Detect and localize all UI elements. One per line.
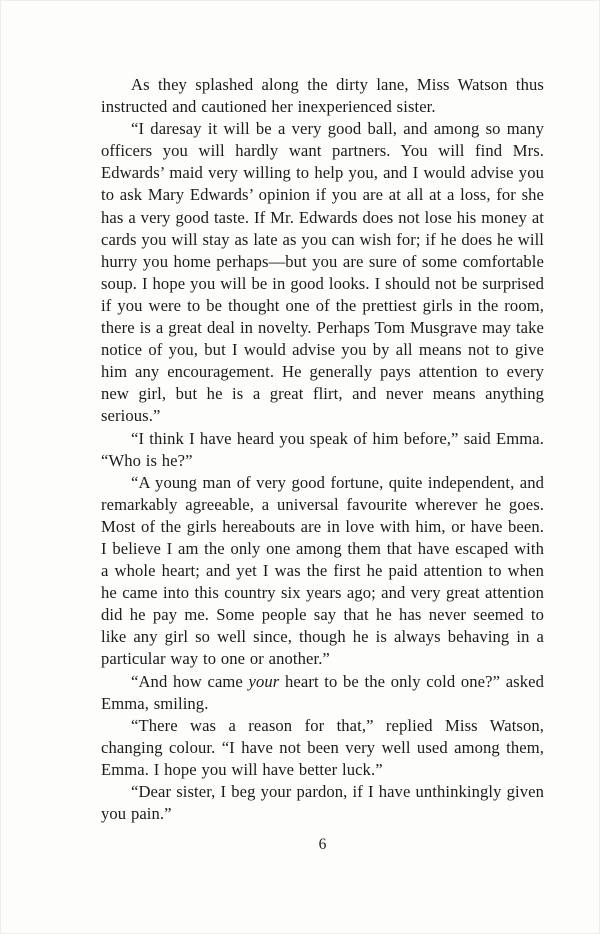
paragraph-3: “I think I have heard you speak of him before,” said Emma. “Who is he?”	[101, 428, 544, 470]
page-number: 6	[318, 836, 327, 853]
paragraph-6: “There was a reason for that,” replied Miss Watson, changing colour. “I have not been very well used among them, Emma. I hope you will have better luck.”	[101, 715, 544, 779]
paragraph-5-post: heart to be the only cold one?” asked Emma, smiling.	[101, 671, 544, 713]
paragraph-5-pre: “And how came	[131, 671, 249, 691]
paragraph-5	[101, 671, 544, 715]
text-column	[101, 74, 544, 825]
paragraph-1: As they splashed along the dirty lane, Miss Watson thus instructed and cautioned her inexperienced sister.	[101, 75, 544, 117]
paragraph-2: “I daresay it will be a very good ball, and among so many officers you will hardly want partners. You will find Mrs. Edwards’ maid very willing to help you, and I would advise you to ask Mary Edwards’ opinion if you are at all at a loss, for she has a very good taste. If Mr. Edwards does not lose his money at cards you will stay as late as you can wish for; if he does he will hurry you home perhaps—but you are sure of some comfortable soup. I hope you will be in good looks. I should not be surprised if you were to be thought one of the prettiest girls in the room, there is a great deal in novelty. Perhaps Tom Musgrave may take notice of you, but I would advise you by all means not to give him any encouragement. He generally pays attention to every new girl, but he is a great flirt, and never means anything serious.”	[101, 119, 544, 426]
italic-word: your	[248, 671, 280, 691]
paragraph-7: “Dear sister, I beg your pardon, if I have unthinkingly given you pain.”	[101, 782, 544, 824]
paragraph-4: “A young man of very good fortune, quite independent, and remarkably agreeable, a universal favourite wherever he goes. Most of the girls hereabouts are in love with him, or have been. I believe I am the only one among them that have escaped with a whole heart; and yet I was the first he paid attention to when he came into this country six years ago; and very great attention did he pay me. Some people say that he has never seemed to like any girl so well since, though he is always behaving in a particular way to one or another.”	[101, 472, 544, 669]
